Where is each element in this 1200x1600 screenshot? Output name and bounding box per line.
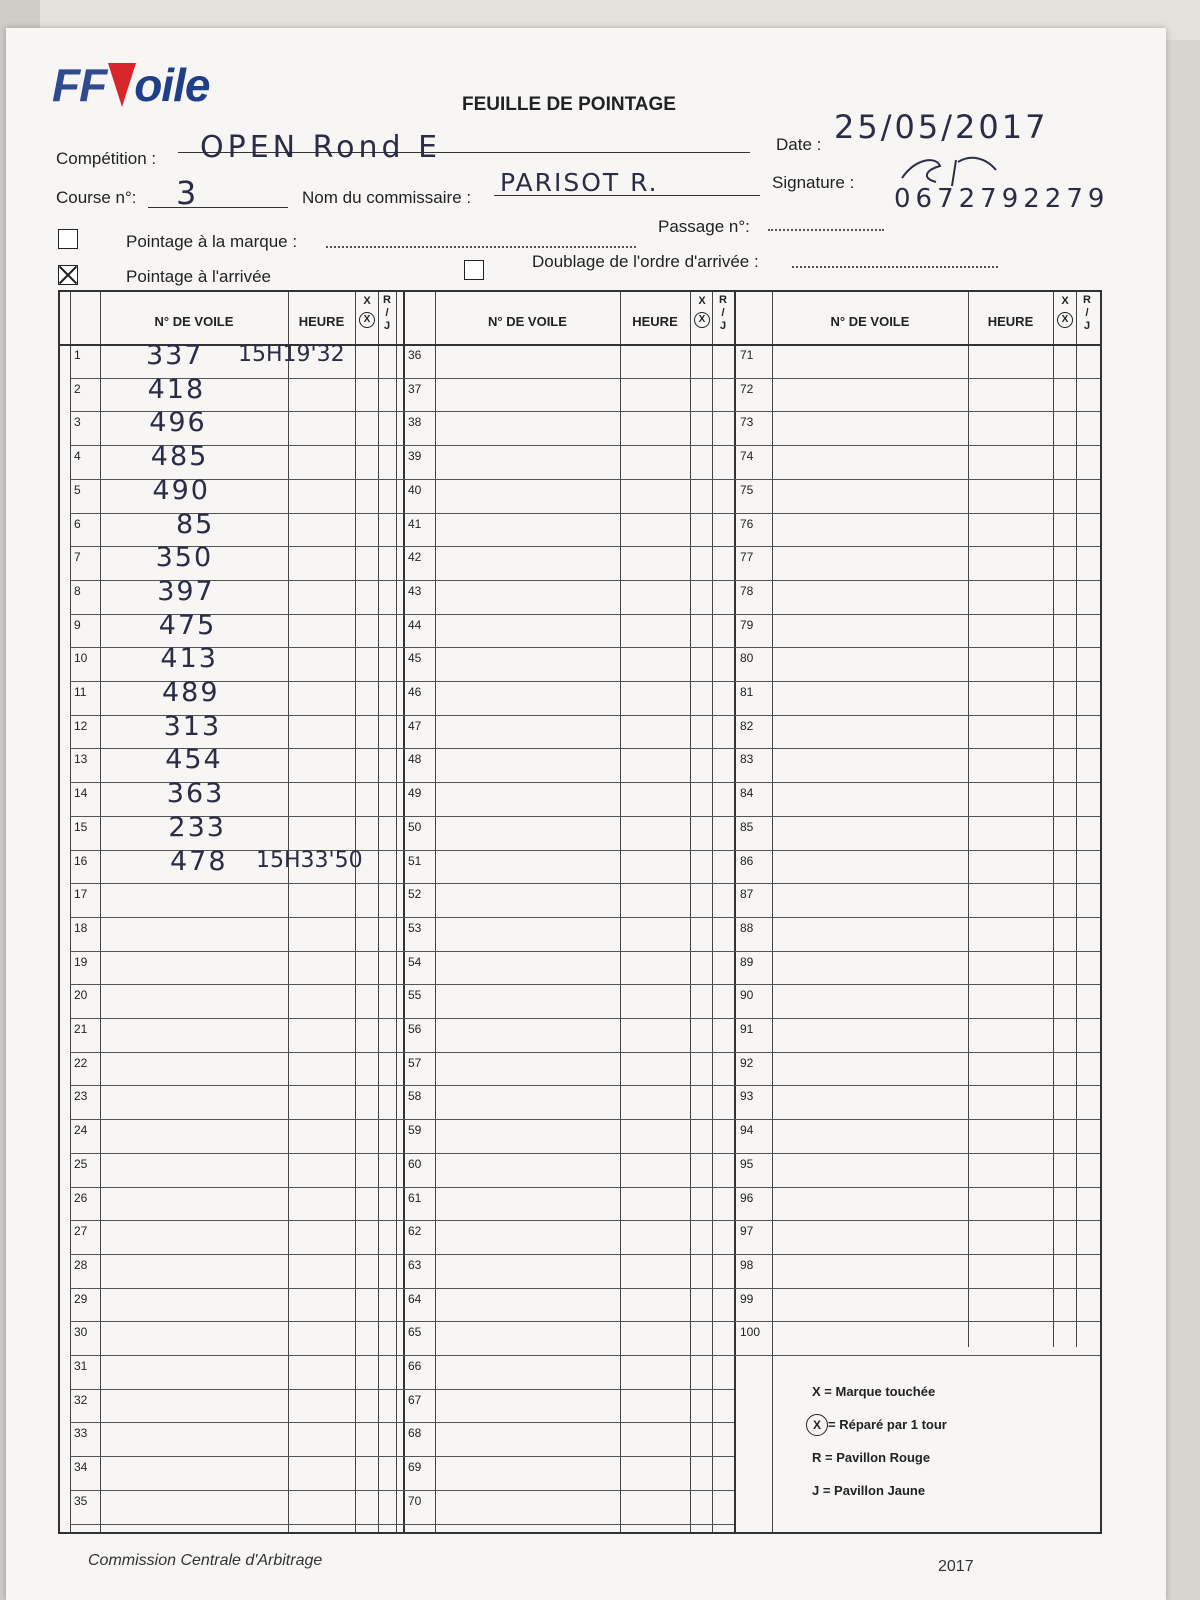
- legend-xc: [806, 1414, 947, 1436]
- row-line: [70, 1052, 734, 1053]
- row-line: [734, 883, 1100, 884]
- circled-x-icon: X: [694, 312, 710, 328]
- legend: [736, 1354, 1098, 1530]
- row-number: 24: [74, 1123, 88, 1138]
- row-line: [734, 614, 1100, 615]
- row-number: 81: [740, 685, 754, 699]
- row-line: [734, 1254, 1100, 1255]
- row-line: [734, 782, 1100, 783]
- pointage-table: [58, 290, 1102, 1534]
- row-number: 71: [740, 348, 754, 362]
- row-number: 98: [740, 1257, 754, 1272]
- row-line: [70, 1422, 734, 1423]
- row-line: [734, 411, 1100, 412]
- row-line: [734, 1153, 1100, 1154]
- row-line: [734, 1052, 1100, 1053]
- header-rj-1: [378, 294, 396, 333]
- sail-number-entry[interactable]: 454: [165, 744, 223, 776]
- row-number: 16: [74, 853, 88, 868]
- row-line: [734, 580, 1100, 581]
- sheet-title: FEUILLE DE POINTAGE: [462, 94, 676, 115]
- competition-value[interactable]: OPEN Rond E: [200, 130, 442, 165]
- header-xc-1: [358, 310, 376, 328]
- sail-number-entry[interactable]: 489: [162, 677, 220, 708]
- signature-label: Signature :: [772, 173, 855, 192]
- row-line: [70, 951, 734, 952]
- row-line: [70, 1321, 734, 1322]
- row-number: 34: [74, 1460, 88, 1475]
- pointage-arrivee-label: Pointage à l'arrivée: [126, 267, 271, 286]
- row-number: 29: [74, 1291, 88, 1306]
- sail-number-entry[interactable]: 496: [149, 407, 207, 439]
- row-number: 28: [74, 1257, 88, 1272]
- circled-x-icon: X: [359, 312, 375, 328]
- row-number: 27: [74, 1224, 88, 1239]
- row-number: 37: [408, 381, 422, 396]
- sail-number-entry[interactable]: 418: [147, 373, 206, 405]
- row-number: 10: [74, 651, 88, 666]
- row-line: [70, 1288, 734, 1289]
- date-value[interactable]: 25/05/2017: [834, 108, 1049, 146]
- header-x-3: X: [1061, 295, 1069, 307]
- ffvoile-logo: FF oile: [52, 59, 210, 111]
- row-number: 44: [408, 617, 422, 632]
- row-number: 72: [740, 381, 754, 396]
- row-line: [70, 1085, 734, 1086]
- row-line: [734, 445, 1100, 446]
- row-number: 25: [74, 1156, 88, 1171]
- row-line: [734, 715, 1100, 716]
- row-number: 50: [408, 819, 422, 834]
- row-line: [70, 513, 734, 514]
- row-number: 38: [408, 415, 422, 430]
- row-number: 56: [408, 1022, 422, 1036]
- row-number: 11: [74, 685, 87, 699]
- header-line: [60, 344, 1100, 346]
- sail-number-entry[interactable]: 313: [163, 710, 222, 742]
- legend-j: J = Pavillon Jaune: [812, 1483, 926, 1498]
- row-number: 59: [408, 1123, 422, 1138]
- row-line: [734, 984, 1100, 985]
- row-line: [70, 883, 734, 884]
- row-number: 51: [408, 853, 422, 868]
- row-line: [70, 1490, 734, 1491]
- row-number: 14: [74, 786, 88, 801]
- row-line: [734, 1288, 1100, 1289]
- passage-label: Passage n°:: [658, 217, 750, 236]
- row-number: 52: [408, 887, 422, 902]
- row-line: [734, 513, 1100, 514]
- time-entry[interactable]: 15H19'32: [238, 342, 345, 367]
- row-line: [734, 1187, 1100, 1188]
- circled-x-icon: X: [1057, 312, 1073, 328]
- row-number: 79: [740, 617, 754, 632]
- row-line: [70, 917, 734, 918]
- header-sail-2: N° DE VOILE: [488, 314, 567, 329]
- row-number: 7: [74, 550, 81, 565]
- header-rj-2: [712, 294, 734, 333]
- row-number: 32: [74, 1392, 88, 1407]
- row-number: 100: [740, 1325, 761, 1340]
- sail-number-entry[interactable]: 350: [155, 542, 214, 574]
- header-r-2: R: [719, 294, 727, 306]
- col-divider: [1053, 292, 1054, 1347]
- header-rj-3: [1076, 294, 1098, 333]
- header-sail-1: N° DE VOILE: [154, 314, 234, 329]
- row-number: 12: [74, 718, 88, 733]
- row-number: 92: [740, 1055, 754, 1070]
- row-number: 42: [408, 550, 422, 565]
- row-number: 95: [740, 1156, 754, 1171]
- row-number: 88: [740, 920, 754, 935]
- commissaire-value[interactable]: PARISOT R.: [500, 168, 659, 197]
- row-number: 75: [740, 482, 754, 497]
- row-number: 2: [74, 381, 81, 396]
- row-number: 49: [408, 786, 422, 801]
- row-number: 17: [74, 887, 88, 902]
- legend-xc-text: = Réparé par 1 tour: [828, 1417, 947, 1432]
- sail-number-entry[interactable]: 337: [146, 340, 204, 371]
- row-number: 19: [74, 954, 88, 969]
- circled-x-icon: X: [806, 1414, 828, 1436]
- row-number: 22: [74, 1055, 88, 1070]
- row-number: 69: [408, 1460, 422, 1475]
- competition-label: Compétition :: [56, 149, 157, 168]
- row-number: 64: [408, 1291, 422, 1306]
- header-x-1: X: [363, 295, 371, 307]
- row-number: 91: [740, 1022, 754, 1036]
- row-number: 3: [74, 415, 81, 430]
- pointage-marque-label: Pointage à la marque :: [126, 232, 298, 251]
- row-line: [734, 647, 1100, 648]
- row-line: [70, 1355, 734, 1356]
- row-number: 60: [408, 1156, 422, 1171]
- row-number: 8: [74, 583, 81, 598]
- signature-phone[interactable]: 0672792279: [894, 184, 1110, 214]
- sail-number-entry[interactable]: 478: [170, 845, 228, 877]
- row-number: 70: [408, 1493, 422, 1508]
- row-line: [734, 546, 1100, 547]
- row-number: 85: [740, 819, 754, 834]
- header-time-3: HEURE: [987, 314, 1034, 329]
- row-number: 55: [408, 988, 422, 1003]
- pointage-arrivee-checkbox[interactable]: [58, 265, 78, 285]
- row-number: 4: [74, 449, 81, 464]
- header-j-2: J: [719, 320, 727, 332]
- row-number: 78: [740, 583, 754, 598]
- row-number: 65: [408, 1325, 422, 1340]
- footer-year: 2017: [938, 1558, 974, 1575]
- sail-number-entry[interactable]: 413: [160, 643, 218, 675]
- header-slash-1: /: [385, 307, 389, 319]
- doublage-checkbox[interactable]: [464, 260, 484, 280]
- legend-r: R = Pavillon Rouge: [812, 1450, 931, 1465]
- course-label: Course n°:: [56, 188, 137, 207]
- sail-number-entry[interactable]: 363: [166, 778, 225, 810]
- course-value[interactable]: 3: [176, 174, 197, 212]
- time-entry[interactable]: 15H33'50: [256, 847, 363, 873]
- header-r-1: R: [383, 294, 391, 306]
- row-number: 83: [740, 752, 754, 767]
- row-line: [734, 479, 1100, 480]
- row-number: 99: [740, 1291, 754, 1306]
- row-line: [70, 1220, 734, 1221]
- row-line: [734, 1018, 1100, 1019]
- row-number: 68: [408, 1426, 422, 1441]
- row-number: 26: [74, 1190, 88, 1205]
- row-number: 36: [408, 348, 422, 362]
- row-line: [734, 1085, 1100, 1086]
- row-line: [70, 1153, 734, 1154]
- row-number: 82: [740, 718, 754, 733]
- row-number: 9: [74, 617, 81, 632]
- header-xc-2: [692, 310, 712, 328]
- row-number: 54: [408, 954, 422, 969]
- row-number: 63: [408, 1257, 422, 1272]
- course-line: [148, 207, 288, 208]
- header-time-2: HEURE: [632, 314, 678, 329]
- row-number: 73: [740, 415, 754, 430]
- row-number: 48: [408, 752, 422, 767]
- sail-number-entry[interactable]: 485: [150, 441, 209, 473]
- passage-dots: [768, 229, 884, 231]
- row-number: 30: [74, 1325, 88, 1340]
- row-number: 96: [740, 1190, 754, 1205]
- row-number: 13: [74, 752, 88, 767]
- row-line: [70, 1119, 734, 1120]
- row-line: [734, 850, 1100, 851]
- row-number: 20: [74, 988, 88, 1003]
- sail-number-entry[interactable]: 397: [157, 575, 215, 607]
- sail-number-entry[interactable]: 233: [168, 811, 226, 843]
- row-number: 46: [408, 685, 422, 699]
- row-number: 86: [740, 853, 754, 868]
- row-number: 74: [740, 449, 754, 464]
- row-number: 31: [74, 1359, 88, 1373]
- row-number: 57: [408, 1055, 422, 1070]
- header-x-2: X: [698, 295, 706, 307]
- row-line: [70, 1389, 734, 1390]
- row-number: 62: [408, 1224, 422, 1239]
- row-line: [70, 984, 734, 985]
- row-number: 18: [74, 920, 88, 935]
- row-number: 90: [740, 988, 754, 1003]
- row-number: 39: [408, 449, 422, 464]
- doublage-dots: [792, 266, 998, 268]
- row-number: 84: [740, 786, 754, 801]
- row-number: 93: [740, 1089, 754, 1104]
- row-number: 41: [408, 516, 422, 531]
- row-number: 45: [408, 651, 422, 666]
- header-xc-3: [1055, 310, 1075, 328]
- row-line: [734, 816, 1100, 817]
- row-number: 67: [408, 1392, 422, 1407]
- row-number: 94: [740, 1123, 754, 1138]
- header-time-1: HEURE: [298, 314, 345, 329]
- header-sail-3: N° DE VOILE: [830, 314, 910, 329]
- sail-number-entry[interactable]: 475: [158, 609, 217, 641]
- row-line: [70, 1524, 734, 1525]
- row-number: 40: [408, 482, 422, 497]
- row-number: 61: [408, 1190, 422, 1205]
- header-j-3: J: [1083, 320, 1091, 332]
- row-number: 47: [408, 718, 422, 733]
- header-slash-2: /: [721, 307, 725, 319]
- pointage-marque-checkbox[interactable]: [58, 229, 78, 249]
- row-line: [70, 1018, 734, 1019]
- footer-left: Commission Centrale d'Arbitrage: [88, 1552, 323, 1569]
- row-line: [734, 951, 1100, 952]
- row-line: [734, 1321, 1100, 1322]
- row-line: [734, 1119, 1100, 1120]
- row-number: 6: [74, 516, 81, 531]
- row-line: [734, 748, 1100, 749]
- row-number: 80: [740, 651, 754, 666]
- row-number: 77: [740, 550, 754, 565]
- row-number: 15: [74, 819, 88, 834]
- header-j-1: J: [383, 320, 391, 332]
- row-number: 87: [740, 887, 754, 902]
- row-number: 43: [408, 583, 422, 598]
- commissaire-label: Nom du commissaire :: [302, 188, 472, 207]
- sail-number-entry[interactable]: 490: [152, 474, 210, 506]
- row-number: 33: [74, 1426, 88, 1441]
- doublage-label: Doublage de l'ordre d'arrivée :: [532, 252, 759, 271]
- row-number: 58: [408, 1089, 422, 1104]
- row-line: [734, 917, 1100, 918]
- row-number: 23: [74, 1089, 88, 1104]
- sail-number-entry[interactable]: 85: [176, 508, 215, 540]
- row-number: 5: [74, 482, 81, 497]
- row-number: 35: [74, 1493, 88, 1508]
- row-number: 89: [740, 954, 754, 969]
- row-line: [734, 1220, 1100, 1221]
- row-number: 53: [408, 920, 422, 935]
- row-number: 1: [74, 348, 81, 362]
- row-number: 76: [740, 516, 754, 531]
- row-line: [70, 1187, 734, 1188]
- pointage-marque-dots: [326, 246, 636, 248]
- row-line: [734, 378, 1100, 379]
- row-line: [70, 1254, 734, 1255]
- legend-x: X = Marque touchée: [812, 1384, 936, 1399]
- row-line: [734, 681, 1100, 682]
- row-line: [70, 1456, 734, 1457]
- row-number: 66: [408, 1359, 422, 1373]
- header-r-3: R: [1083, 294, 1091, 306]
- col-divider: [968, 292, 969, 1347]
- header-slash-3: /: [1085, 307, 1089, 319]
- date-label: Date :: [776, 135, 822, 154]
- row-number: 97: [740, 1224, 754, 1239]
- row-number: 21: [74, 1022, 88, 1036]
- col-divider: [1076, 292, 1077, 1347]
